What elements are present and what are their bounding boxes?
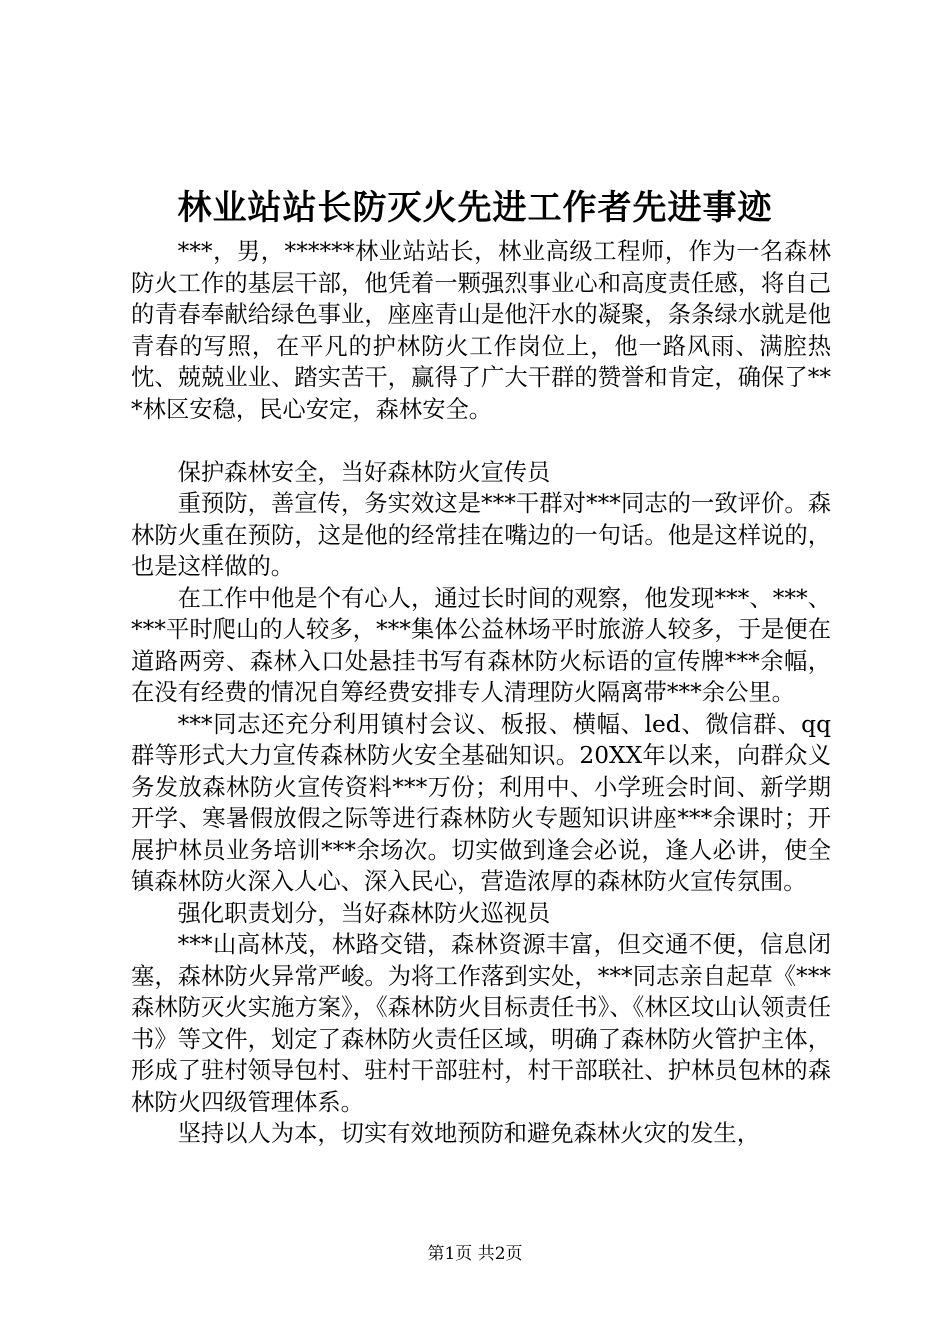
body-paragraph: 重预防，善宣传，务实效这是***干群对***同志的一致评价。森林防火重在预防，这是他的经常挂在嘴边的一句话。他是这样说的，也是这样做的。 <box>131 490 831 580</box>
document-title: 林业站站长防灭火先进工作者先进事迹 <box>177 188 773 228</box>
body-paragraph: ***山高林茂，林路交错，森林资源丰富，但交通不便，信息闭塞，森林防火异常严峻。为将工作落到实处，***同志亲自起草《***森林防灭火实施方案》，《森林防火目标责任书》、《林区坟山认领责任书》等文件，划定了森林防火责任区域，明确了森林防火管护主体，形成了驻村领导包村、驻村干部驻村，村干部联社、护林员包林的森林防火四级管理体系。 <box>131 931 831 1116</box>
section-heading-patrol: 强化职责划分，当好森林防火巡视员 <box>177 899 551 927</box>
body-paragraph: ***同志还充分利用镇村会议、板报、横幅、led、微信群、qq群等形式大力宣传森林防火安全基础知识。20XX年以来，向群众义务发放森林防火宣传资料***万份；利用中、小学班会时间、新学期开学、寒暑假放假之际等进行森林防火专题知识讲座***余课时；开展护林员业务培训***余场次。切实做到逢会必说，逢人必讲，使全镇森林防火深入人心、深入民心，营造浓厚的森林防火宣传氛围。 <box>131 710 831 895</box>
body-paragraph: 在工作中他是个有心人，通过长时间的观察，他发现***、***、***平时爬山的人较多，***集体公益林场平时旅游人较多，于是便在道路两旁、森林入口处悬挂书写有森林防火标语的宣传牌***余幅，在没有经费的情况自筹经费安排专人清理防火隔离带***余公里。 <box>131 584 831 706</box>
document-body <box>131 236 831 1150</box>
paragraph-spacer <box>131 425 831 457</box>
page-footer: 第1页 共2页 <box>427 1244 523 1264</box>
body-paragraph: 坚持以人为本，切实有效地预防和避免森林火灾的发生， <box>177 1120 761 1147</box>
intro-paragraph: ***，男，******林业站站长，林业高级工程师，作为一名森林防火工作的基层干部，他凭着一颗强烈事业心和高度责任感，将自己的青春奉献给绿色事业，座座青山是他汗水的凝聚，条条绿水就是他青春的写照，在平凡的护林防火工作岗位上，他一路风雨、满腔热忱、兢兢业业、踏实苦干，赢得了广大干群的赞誉和肯定，确保了***林区安稳，民心安定，森林安全。 <box>131 238 831 423</box>
section-heading-publicity: 保护森林安全，当好森林防火宣传员 <box>177 458 551 486</box>
